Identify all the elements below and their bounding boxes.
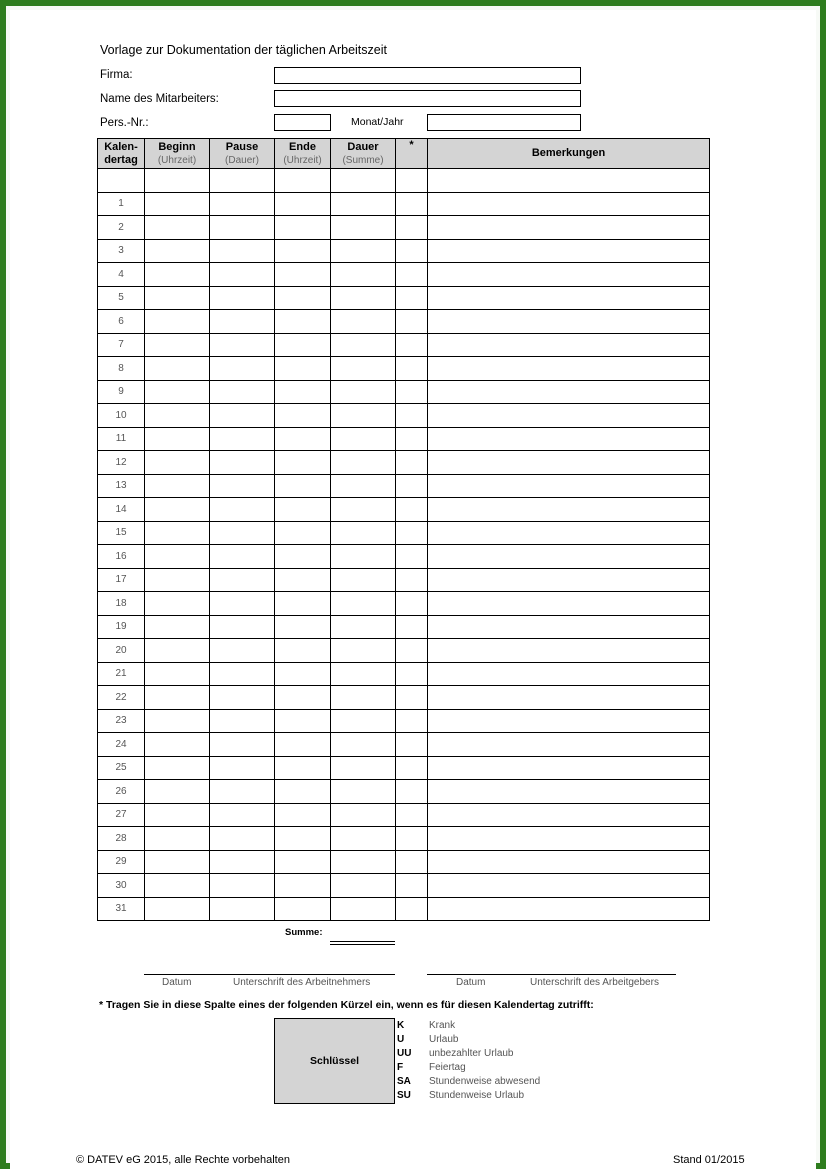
beginn-cell[interactable] xyxy=(145,874,210,898)
employer-signature-line[interactable] xyxy=(427,974,676,975)
bemerkungen-cell[interactable] xyxy=(428,568,710,592)
dauer-cell[interactable] xyxy=(331,803,396,827)
day-cell: 14 xyxy=(98,498,145,522)
kuerzel-cell[interactable] xyxy=(396,756,428,780)
ende-cell[interactable] xyxy=(275,239,331,263)
dauer-cell[interactable] xyxy=(331,756,396,780)
kuerzel-cell[interactable] xyxy=(396,498,428,522)
bemerkungen-cell[interactable] xyxy=(428,498,710,522)
pause-cell[interactable] xyxy=(210,427,275,451)
ende-cell[interactable] xyxy=(275,498,331,522)
ende-cell[interactable] xyxy=(275,545,331,569)
bemerkungen-cell[interactable] xyxy=(428,521,710,545)
document-title: Vorlage zur Dokumentation der täglichen Arbeitszeit xyxy=(100,43,387,57)
beginn-cell[interactable] xyxy=(145,756,210,780)
day-cell: 25 xyxy=(98,756,145,780)
ende-cell[interactable] xyxy=(275,639,331,663)
kuerzel-cell[interactable] xyxy=(396,357,428,381)
pause-cell[interactable] xyxy=(210,850,275,874)
table-row xyxy=(98,639,710,663)
pause-cell[interactable] xyxy=(210,333,275,357)
day-cell: 30 xyxy=(98,874,145,898)
table-row xyxy=(98,780,710,804)
day-cell: 22 xyxy=(98,686,145,710)
kuerzel-cell[interactable] xyxy=(396,380,428,404)
beginn-cell[interactable] xyxy=(145,521,210,545)
table-row xyxy=(98,451,710,475)
kuerzel-cell[interactable] xyxy=(396,733,428,757)
ende-cell[interactable] xyxy=(275,615,331,639)
pause-cell[interactable] xyxy=(210,545,275,569)
day-cell: 24 xyxy=(98,733,145,757)
dauer-cell[interactable] xyxy=(331,169,396,193)
ende-cell[interactable] xyxy=(275,333,331,357)
ende-cell[interactable] xyxy=(275,662,331,686)
ende-cell[interactable] xyxy=(275,380,331,404)
bemerkungen-cell[interactable] xyxy=(428,286,710,310)
table-row xyxy=(98,427,710,451)
kuerzel-cell[interactable] xyxy=(396,615,428,639)
summe-double-underline xyxy=(330,941,395,945)
beginn-cell[interactable] xyxy=(145,733,210,757)
employer-signature-label: Unterschrift des Arbeitgebers xyxy=(530,977,659,988)
key-box xyxy=(274,1018,395,1104)
table-row xyxy=(98,545,710,569)
pause-cell[interactable] xyxy=(210,192,275,216)
pause-cell[interactable] xyxy=(210,662,275,686)
beginn-cell[interactable] xyxy=(145,169,210,193)
bemerkungen-cell[interactable] xyxy=(428,474,710,498)
kuerzel-cell[interactable] xyxy=(396,803,428,827)
beginn-cell[interactable] xyxy=(145,897,210,921)
beginn-cell[interactable] xyxy=(145,850,210,874)
beginn-cell[interactable] xyxy=(145,310,210,334)
day-cell: 12 xyxy=(98,451,145,475)
dauer-cell[interactable] xyxy=(331,451,396,475)
day-cell xyxy=(98,169,145,193)
kuerzel-cell[interactable] xyxy=(396,568,428,592)
ende-cell[interactable] xyxy=(275,286,331,310)
key-code: SU xyxy=(397,1090,411,1101)
day-cell: 2 xyxy=(98,216,145,240)
pause-cell[interactable] xyxy=(210,780,275,804)
dauer-cell[interactable] xyxy=(331,592,396,616)
kuerzel-cell[interactable] xyxy=(396,827,428,851)
key-description: Stundenweise abwesend xyxy=(429,1076,541,1087)
ende-cell[interactable] xyxy=(275,592,331,616)
copyright-footer: © DATEV eG 2015, alle Rechte vorbehalten xyxy=(76,1154,290,1166)
pause-cell[interactable] xyxy=(210,568,275,592)
day-cell: 17 xyxy=(98,568,145,592)
pause-cell[interactable] xyxy=(210,404,275,428)
key-title: Schlüssel xyxy=(309,1055,360,1067)
bemerkungen-cell[interactable] xyxy=(428,897,710,921)
beginn-cell[interactable] xyxy=(145,286,210,310)
beginn-cell[interactable] xyxy=(145,545,210,569)
day-cell: 8 xyxy=(98,357,145,381)
ende-cell[interactable] xyxy=(275,404,331,428)
key-code: F xyxy=(397,1062,404,1073)
ende-cell[interactable] xyxy=(275,357,331,381)
pers-nr-field[interactable] xyxy=(274,114,331,131)
table-row xyxy=(98,850,710,874)
bemerkungen-cell[interactable] xyxy=(428,545,710,569)
table-row xyxy=(98,709,710,733)
kuerzel-cell[interactable] xyxy=(396,709,428,733)
day-cell: 11 xyxy=(98,427,145,451)
ende-cell[interactable] xyxy=(275,263,331,287)
bemerkungen-cell[interactable] xyxy=(428,404,710,428)
table-row xyxy=(98,404,710,428)
bemerkungen-cell[interactable] xyxy=(428,874,710,898)
name-field[interactable] xyxy=(274,90,581,107)
table-row xyxy=(98,662,710,686)
dauer-cell[interactable] xyxy=(331,404,396,428)
ende-cell[interactable] xyxy=(275,897,331,921)
kuerzel-cell[interactable] xyxy=(396,192,428,216)
bemerkungen-cell[interactable] xyxy=(428,169,710,193)
bemerkungen-cell[interactable] xyxy=(428,639,710,663)
employee-date-label: Datum xyxy=(162,977,192,988)
pause-cell[interactable] xyxy=(210,357,275,381)
beginn-cell[interactable] xyxy=(145,662,210,686)
table-row xyxy=(98,615,710,639)
table-row xyxy=(98,357,710,381)
pause-cell[interactable] xyxy=(210,310,275,334)
table-row xyxy=(98,733,710,757)
dauer-cell[interactable] xyxy=(331,380,396,404)
dauer-cell[interactable] xyxy=(331,216,396,240)
bemerkungen-cell[interactable] xyxy=(428,333,710,357)
table-row xyxy=(98,827,710,851)
beginn-cell[interactable] xyxy=(145,592,210,616)
ende-cell[interactable] xyxy=(275,827,331,851)
kuerzel-cell[interactable] xyxy=(396,451,428,475)
dauer-cell[interactable] xyxy=(331,286,396,310)
ende-cell[interactable] xyxy=(275,709,331,733)
day-cell: 5 xyxy=(98,286,145,310)
bemerkungen-cell[interactable] xyxy=(428,380,710,404)
pause-cell[interactable] xyxy=(210,239,275,263)
kuerzel-cell[interactable] xyxy=(396,286,428,310)
dauer-cell[interactable] xyxy=(331,521,396,545)
dauer-cell[interactable] xyxy=(331,310,396,334)
dauer-cell[interactable] xyxy=(331,357,396,381)
bemerkungen-cell[interactable] xyxy=(428,451,710,475)
footnote: * Tragen Sie in diese Spalte eines der folgenden Kürzel ein, wenn es für diesen Kalendertag zutrifft: xyxy=(99,999,594,1011)
pause-cell[interactable] xyxy=(210,615,275,639)
bemerkungen-cell[interactable] xyxy=(428,427,710,451)
bemerkungen-cell[interactable] xyxy=(428,780,710,804)
col-header-dauer: Dauer (Summe) xyxy=(331,139,396,169)
table-row xyxy=(98,239,710,263)
bemerkungen-cell[interactable] xyxy=(428,216,710,240)
employee-signature-line[interactable] xyxy=(144,974,395,975)
monat-jahr-label: Monat/Jahr xyxy=(351,116,404,128)
table-row xyxy=(98,568,710,592)
pause-cell[interactable] xyxy=(210,874,275,898)
table-row xyxy=(98,286,710,310)
ende-cell[interactable] xyxy=(275,427,331,451)
table-row xyxy=(98,310,710,334)
ende-cell[interactable] xyxy=(275,310,331,334)
beginn-cell[interactable] xyxy=(145,263,210,287)
beginn-cell[interactable] xyxy=(145,709,210,733)
dauer-cell[interactable] xyxy=(331,263,396,287)
dauer-cell[interactable] xyxy=(331,427,396,451)
col-header-ende: Ende (Uhrzeit) xyxy=(275,139,331,169)
ende-cell[interactable] xyxy=(275,874,331,898)
beginn-cell[interactable] xyxy=(145,803,210,827)
dauer-cell[interactable] xyxy=(331,780,396,804)
key-description: Krank xyxy=(429,1020,456,1031)
pause-cell[interactable] xyxy=(210,216,275,240)
pers-nr-label: Pers.-Nr.: xyxy=(100,117,149,129)
day-cell: 29 xyxy=(98,850,145,874)
dauer-cell[interactable] xyxy=(331,192,396,216)
dauer-cell[interactable] xyxy=(331,709,396,733)
beginn-cell[interactable] xyxy=(145,780,210,804)
dauer-cell[interactable] xyxy=(331,333,396,357)
key-description: Feiertag xyxy=(429,1062,466,1073)
kuerzel-cell[interactable] xyxy=(396,427,428,451)
col-header-bemerkungen: Bemerkungen xyxy=(428,139,710,169)
day-cell: 18 xyxy=(98,592,145,616)
beginn-cell[interactable] xyxy=(145,333,210,357)
kuerzel-cell[interactable] xyxy=(396,874,428,898)
kuerzel-cell[interactable] xyxy=(396,216,428,240)
pause-cell[interactable] xyxy=(210,639,275,663)
key-code: U xyxy=(397,1034,405,1045)
pause-cell[interactable] xyxy=(210,498,275,522)
pause-cell[interactable] xyxy=(210,756,275,780)
kuerzel-cell[interactable] xyxy=(396,333,428,357)
employer-date-label: Datum xyxy=(456,977,486,988)
kuerzel-cell[interactable] xyxy=(396,263,428,287)
bemerkungen-cell[interactable] xyxy=(428,192,710,216)
table-row xyxy=(98,592,710,616)
table-row xyxy=(98,169,710,193)
kuerzel-cell[interactable] xyxy=(396,239,428,263)
ende-cell[interactable] xyxy=(275,803,331,827)
bemerkungen-cell[interactable] xyxy=(428,263,710,287)
day-cell: 4 xyxy=(98,263,145,287)
beginn-cell[interactable] xyxy=(145,380,210,404)
table-row xyxy=(98,897,710,921)
day-cell: 19 xyxy=(98,615,145,639)
day-cell: 1 xyxy=(98,192,145,216)
dauer-cell[interactable] xyxy=(331,615,396,639)
day-cell: 31 xyxy=(98,897,145,921)
table-row xyxy=(98,498,710,522)
dauer-cell[interactable] xyxy=(331,498,396,522)
day-cell: 26 xyxy=(98,780,145,804)
table-row xyxy=(98,521,710,545)
bemerkungen-cell[interactable] xyxy=(428,357,710,381)
kuerzel-cell[interactable] xyxy=(396,850,428,874)
ende-cell[interactable] xyxy=(275,216,331,240)
bemerkungen-cell[interactable] xyxy=(428,756,710,780)
bemerkungen-cell[interactable] xyxy=(428,733,710,757)
name-label: Name des Mitarbeiters: xyxy=(100,93,219,105)
kuerzel-cell[interactable] xyxy=(396,897,428,921)
bemerkungen-cell[interactable] xyxy=(428,662,710,686)
day-cell: 6 xyxy=(98,310,145,334)
kuerzel-cell[interactable] xyxy=(396,474,428,498)
beginn-cell[interactable] xyxy=(145,474,210,498)
pause-cell[interactable] xyxy=(210,521,275,545)
ende-cell[interactable] xyxy=(275,474,331,498)
ende-cell[interactable] xyxy=(275,733,331,757)
beginn-cell[interactable] xyxy=(145,639,210,663)
pause-cell[interactable] xyxy=(210,380,275,404)
dauer-cell[interactable] xyxy=(331,639,396,663)
table-row xyxy=(98,474,710,498)
ende-cell[interactable] xyxy=(275,780,331,804)
beginn-cell[interactable] xyxy=(145,357,210,381)
beginn-cell[interactable] xyxy=(145,498,210,522)
pause-cell[interactable] xyxy=(210,827,275,851)
key-description: unbezahlter Urlaub xyxy=(429,1048,514,1059)
pause-cell[interactable] xyxy=(210,686,275,710)
table-row xyxy=(98,686,710,710)
day-cell: 28 xyxy=(98,827,145,851)
dauer-cell[interactable] xyxy=(331,568,396,592)
kuerzel-cell[interactable] xyxy=(396,686,428,710)
day-cell: 7 xyxy=(98,333,145,357)
ende-cell[interactable] xyxy=(275,192,331,216)
bemerkungen-cell[interactable] xyxy=(428,850,710,874)
time-table xyxy=(97,138,710,921)
col-header-beginn: Beginn (Uhrzeit) xyxy=(145,139,210,169)
day-cell: 3 xyxy=(98,239,145,263)
pause-cell[interactable] xyxy=(210,286,275,310)
bemerkungen-cell[interactable] xyxy=(428,686,710,710)
col-header-kalendertag: Kalen-dertag xyxy=(98,139,145,169)
table-header-row xyxy=(98,139,710,169)
key-code: SA xyxy=(397,1076,411,1087)
key-code: K xyxy=(397,1020,405,1031)
kuerzel-cell[interactable] xyxy=(396,310,428,334)
summe-label: Summe: xyxy=(285,927,323,938)
day-cell: 16 xyxy=(98,545,145,569)
pause-cell[interactable] xyxy=(210,709,275,733)
ende-cell[interactable] xyxy=(275,568,331,592)
day-cell: 10 xyxy=(98,404,145,428)
pause-cell[interactable] xyxy=(210,897,275,921)
pause-cell[interactable] xyxy=(210,263,275,287)
day-cell: 23 xyxy=(98,709,145,733)
ende-cell[interactable] xyxy=(275,686,331,710)
day-cell: 15 xyxy=(98,521,145,545)
pause-cell[interactable] xyxy=(210,169,275,193)
dauer-cell[interactable] xyxy=(331,545,396,569)
beginn-cell[interactable] xyxy=(145,568,210,592)
bemerkungen-cell[interactable] xyxy=(428,709,710,733)
dauer-cell[interactable] xyxy=(331,733,396,757)
kuerzel-cell[interactable] xyxy=(396,404,428,428)
kuerzel-cell[interactable] xyxy=(396,169,428,193)
kuerzel-cell[interactable] xyxy=(396,545,428,569)
kuerzel-cell[interactable] xyxy=(396,592,428,616)
beginn-cell[interactable] xyxy=(145,239,210,263)
dauer-cell[interactable] xyxy=(331,686,396,710)
table-row xyxy=(98,803,710,827)
pause-cell[interactable] xyxy=(210,451,275,475)
bemerkungen-cell[interactable] xyxy=(428,239,710,263)
day-cell: 9 xyxy=(98,380,145,404)
day-cell: 20 xyxy=(98,639,145,663)
dauer-cell[interactable] xyxy=(331,662,396,686)
kuerzel-cell[interactable] xyxy=(396,639,428,663)
firma-label: Firma: xyxy=(100,69,133,81)
table-row xyxy=(98,756,710,780)
day-cell: 27 xyxy=(98,803,145,827)
beginn-cell[interactable] xyxy=(145,404,210,428)
kuerzel-cell[interactable] xyxy=(396,521,428,545)
ende-cell[interactable] xyxy=(275,451,331,475)
pause-cell[interactable] xyxy=(210,803,275,827)
pause-cell[interactable] xyxy=(210,592,275,616)
ende-cell[interactable] xyxy=(275,756,331,780)
bemerkungen-cell[interactable] xyxy=(428,803,710,827)
table-row xyxy=(98,380,710,404)
stand-footer: Stand 01/2015 xyxy=(673,1154,745,1166)
bemerkungen-cell[interactable] xyxy=(428,310,710,334)
day-cell: 21 xyxy=(98,662,145,686)
pause-cell[interactable] xyxy=(210,474,275,498)
kuerzel-cell[interactable] xyxy=(396,780,428,804)
beginn-cell[interactable] xyxy=(145,451,210,475)
ende-cell[interactable] xyxy=(275,521,331,545)
dauer-cell[interactable] xyxy=(331,474,396,498)
dauer-cell[interactable] xyxy=(331,897,396,921)
beginn-cell[interactable] xyxy=(145,686,210,710)
ende-cell[interactable] xyxy=(275,169,331,193)
table-row xyxy=(98,192,710,216)
beginn-cell[interactable] xyxy=(145,827,210,851)
day-cell: 13 xyxy=(98,474,145,498)
ende-cell[interactable] xyxy=(275,850,331,874)
bemerkungen-cell[interactable] xyxy=(428,827,710,851)
dauer-cell[interactable] xyxy=(331,827,396,851)
table-row xyxy=(98,874,710,898)
beginn-cell[interactable] xyxy=(145,216,210,240)
col-header-pause: Pause (Dauer) xyxy=(210,139,275,169)
beginn-cell[interactable] xyxy=(145,427,210,451)
bemerkungen-cell[interactable] xyxy=(428,615,710,639)
table-row xyxy=(98,216,710,240)
employee-signature-label: Unterschrift des Arbeitnehmers xyxy=(233,977,371,988)
table-row xyxy=(98,333,710,357)
key-description: Stundenweise Urlaub xyxy=(429,1090,525,1101)
key-description: Urlaub xyxy=(429,1034,459,1045)
dauer-cell[interactable] xyxy=(331,874,396,898)
bemerkungen-cell[interactable] xyxy=(428,592,710,616)
beginn-cell[interactable] xyxy=(145,192,210,216)
dauer-cell[interactable] xyxy=(331,239,396,263)
col-header-kuerzel: * xyxy=(396,139,428,169)
kuerzel-cell[interactable] xyxy=(396,662,428,686)
pause-cell[interactable] xyxy=(210,733,275,757)
firma-field[interactable] xyxy=(274,67,581,84)
monat-jahr-field[interactable] xyxy=(427,114,581,131)
table-row xyxy=(98,263,710,287)
dauer-cell[interactable] xyxy=(331,850,396,874)
beginn-cell[interactable] xyxy=(145,615,210,639)
key-code: UU xyxy=(397,1048,412,1059)
